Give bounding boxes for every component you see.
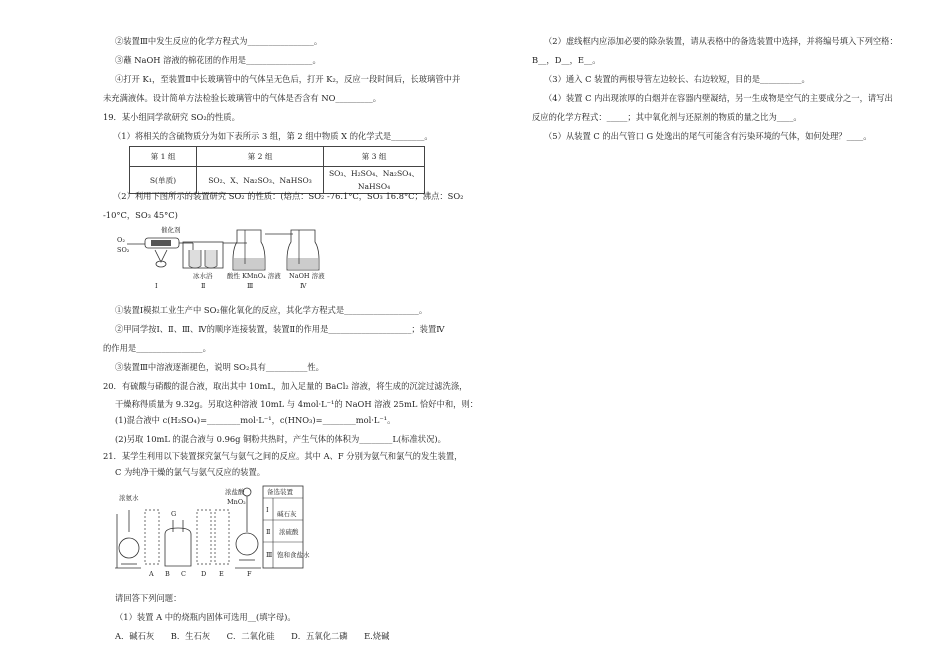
question-line: 干燥称得质量为 9.32g。另取这种溶液 10mL 与 4mol·L⁻¹的 NaOH 溶液 25mL 恰好中和，则：	[115, 399, 479, 409]
o2-label: O₂	[117, 236, 125, 244]
apparatus-letter: F	[247, 570, 252, 578]
table-cell: SO₂、X、Na₂SO₃、NaHSO₃	[197, 167, 324, 194]
apparatus-numeral: Ⅳ	[300, 282, 307, 290]
apparatus-numeral: Ⅲ	[247, 282, 254, 290]
conc-sulfuric-label: 浓硫酸	[279, 528, 299, 536]
question-20-title: 20．有硫酸与硝酸的混合液，取出其中 10mL，加入足量的 BaCl₂ 溶液，将生成的沉淀过滤洗涤，	[103, 381, 468, 391]
brine-label: 饱和食盐水	[277, 551, 310, 559]
apparatus-letter: D	[201, 570, 207, 578]
kmno4-label: 酸性 KMnO₄ 溶液	[227, 272, 281, 280]
soda-lime-label: 碱石灰	[277, 510, 297, 518]
apparatus-numeral: Ⅰ	[155, 282, 158, 290]
question-line: C 为纯净干燥的氯气与氨气反应的装置。	[115, 467, 266, 477]
question-line: ①装置Ⅰ模拟工业生产中 SO₂催化氧化的反应，其化学方程式是__________________。	[115, 305, 428, 315]
backup-numeral: Ⅰ	[266, 506, 269, 514]
conc-ammonia-label: 浓氨水	[119, 494, 139, 502]
question-19-title: 19．某小组同学欲研究 SO₂的性质。	[103, 112, 240, 122]
valve-g-label: G	[171, 510, 177, 518]
sulfur-groups-table	[129, 146, 425, 194]
question-line: （4）装置 C 内出现浓厚的白烟并在容器内壁凝结，另一生成物是空气的主要成分之一，请写出	[544, 93, 893, 103]
naoh-label: NaOH 溶液	[289, 272, 325, 280]
question-line: ②装置Ⅲ中发生反应的化学方程式为________________。	[115, 36, 323, 46]
apparatus-numeral: Ⅱ	[201, 282, 206, 290]
question-line: （1）将相关的含硫物质分为如下表所示 3 组，第 2 组中物质 X 的化学式是________。	[113, 131, 433, 141]
question-line: （3）通入 C 装置的两根导管左边较长、右边较短，目的是__________。	[544, 74, 810, 84]
backup-numeral: Ⅲ	[266, 551, 273, 559]
table-header: 第 3 组	[324, 147, 425, 167]
table-cell: SO₃、H₂SO₄、Na₂SO₄、NaHSO₄	[324, 167, 425, 194]
chlorine-ammonia-apparatus-diagram	[115, 482, 310, 580]
question-line: -10°C，SO₃ 45°C)	[103, 210, 178, 220]
table-header: 第 1 组	[130, 147, 197, 167]
question-line: 请回答下列问题：	[115, 593, 182, 603]
table-cell: S(单质)	[130, 167, 197, 194]
question-line: （1）装置 A 中的烧瓶内固体可选用__(填字母)。	[115, 612, 296, 622]
apparatus-letter: E	[219, 570, 224, 578]
question-line: ③蘸 NaOH 溶液的棉花团的作用是________________。	[115, 55, 321, 65]
catalyst-label: 催化剂	[161, 226, 181, 234]
question-line: ④打开 K₁，至装置Ⅱ中长玻璃管中的气体呈无色后，打开 K₂，反应一段时间后，长玻璃管中并	[115, 74, 461, 84]
question-line: 反应的化学方程式：_____；其中氧化剂与还原剂的物质的量之比为____。	[532, 112, 802, 122]
answer-options: A．碱石灰 B．生石灰 C．二氧化硅 D．五氧化二磷 E.烧碱	[115, 631, 390, 641]
question-line: ②甲同学按Ⅰ、Ⅱ、Ⅲ、Ⅳ的顺序连接装置，装置Ⅱ的作用是____________________；装置Ⅳ	[115, 324, 445, 334]
question-line: 未充满液体。设计简单方法检验长玻璃管中的气体是否含有 NO_________。	[103, 93, 382, 103]
question-21-title: 21．某学生利用以下装置探究氯气与氨气之间的反应。其中 A、F 分别为氨气和氯气的发生装置，	[103, 451, 463, 461]
question-line: （2）虚线框内应添加必要的除杂装置，请从表格中的备选装置中选择，并将编号填入下列空格：	[544, 36, 898, 46]
mno2-label: MnO₂	[227, 498, 246, 506]
so2-apparatus-diagram	[115, 220, 345, 290]
table-header: 第 2 组	[197, 147, 324, 167]
question-line: （2）利用下图所示的装置研究 SO₂ 的性质：(熔点：SO₂ -76.1°C，SO₃ 16.8°C；沸点：SO₂	[113, 191, 464, 201]
question-line: （5）从装置 C 的出气管口 G 处逸出的尾气可能含有污染环境的气体，如何处理？____。	[544, 131, 872, 141]
question-line: ③装置Ⅲ中溶液逐渐褪色，说明 SO₂具有__________性。	[115, 362, 324, 372]
apparatus-letter: B	[165, 570, 170, 578]
backup-numeral: Ⅱ	[266, 528, 271, 536]
question-line: B__，D__，E__。	[532, 55, 601, 65]
apparatus-letter: C	[181, 570, 186, 578]
question-line: (1)混合液中 c(H₂SO₄)=________mol·L⁻¹，c(HNO₃)=________mol·L⁻¹。	[115, 415, 396, 425]
ice-bath-label: 冰水浴	[193, 272, 213, 280]
question-line: 的作用是________________。	[103, 343, 211, 353]
conc-hcl-label: 浓盐酸	[225, 488, 245, 496]
backup-equipment-title: 备选装置	[267, 488, 293, 496]
question-line: (2)另取 10mL 的混合液与 0.96g 铜粉共热时，产生气体的体积为________L(标准状况)。	[115, 434, 446, 444]
so2-label: SO₂	[117, 246, 130, 254]
apparatus-letter: A	[149, 570, 154, 578]
